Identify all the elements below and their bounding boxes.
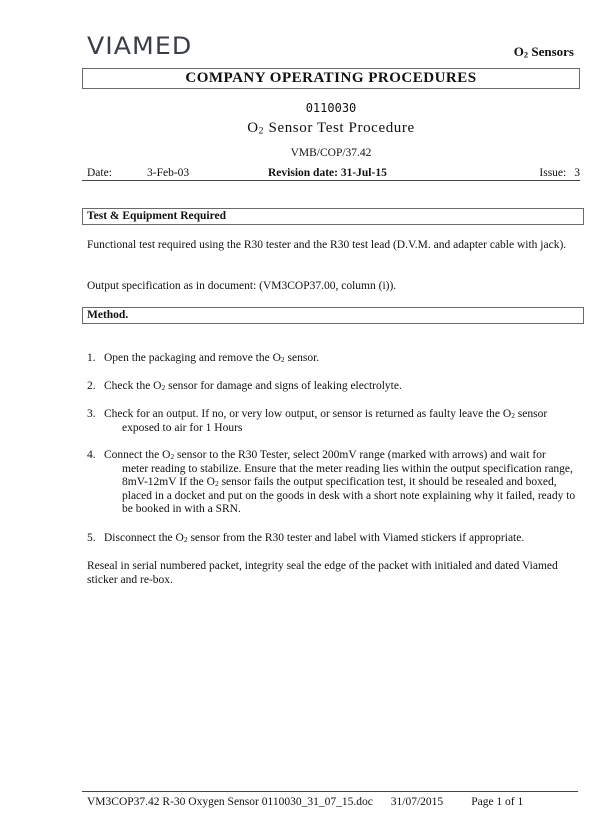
output-spec-paragraph: Output specification as in document: (VM3COP37.00, column (i)).: [87, 280, 397, 292]
product-category: $O_2$ Sensors: [513, 44, 574, 60]
document-code: VMB/COP/37.42: [290, 147, 372, 159]
document-meta-row: [87, 166, 580, 180]
footer-date: 31/07/2015: [390, 796, 444, 808]
method-step-1: 1. Open the packaging and remove the $O_2$ sensor.: [87, 352, 320, 365]
method-step-5: 5. Disconnect the $O_2$ sensor from the R30 tester and label with Viamed stickers if appropriate.: [87, 532, 525, 545]
document-number: 0110030: [305, 101, 357, 115]
equipment-paragraph: Functional test required using the R30 tester and the R30 test lead (D.V.M. and adapter cable with jack).: [87, 239, 567, 251]
banner-company-operating-procedures: COMPANY OPERATING PROCEDURES: [82, 68, 580, 89]
issue: Issue: 3: [539, 167, 580, 179]
date-value: 3-Feb-03: [147, 167, 190, 179]
section-heading-method: Method.: [82, 307, 584, 324]
footer-filename: VM3COP37.42 R-30 Oxygen Sensor 0110030_31_07_15.doc: [87, 796, 373, 808]
revision-date: Revision date: 31-Jul-15: [268, 167, 387, 179]
footer-divider: [82, 791, 578, 792]
date-label: Date:: [87, 167, 112, 179]
method-step-3: 3. Check for an output. If no, or very low output, or sensor is returned as faulty leave the $O_2$ sensor exposed to air for 1 Hours: [87, 408, 548, 434]
viamed-logo: VIAMED: [87, 32, 193, 60]
page-footer: [87, 795, 523, 809]
method-step-4: 4. Connect the $O_2$ sensor to the R30 Tester, select 200mV range (marked with arrows) and wait for meter reading to stabilize. Ensure that the meter reading lies within the output specification range, 8mV-12mV If the $O_2$ sensor fails the output specification test, it should be resealed and boxed, placed in a docket and put on the goods in desk with a short note explaining why it failed, ready to be booked in with a SRN.: [87, 449, 576, 515]
method-step-2: 2. Check the $O_2$ sensor for damage and signs of leaking electrolyte.: [87, 380, 402, 393]
document-title: $O_2$ Sensor Test Procedure: [247, 120, 415, 137]
section-heading-equipment: Test & Equipment Required: [82, 208, 584, 225]
footer-page-number: Page 1 of 1: [471, 796, 524, 808]
divider: [82, 180, 580, 181]
closing-paragraph: Reseal in serial numbered packet, integrity seal the edge of the packet with initialed and dated Viamed sticker and re-box.: [87, 560, 558, 586]
